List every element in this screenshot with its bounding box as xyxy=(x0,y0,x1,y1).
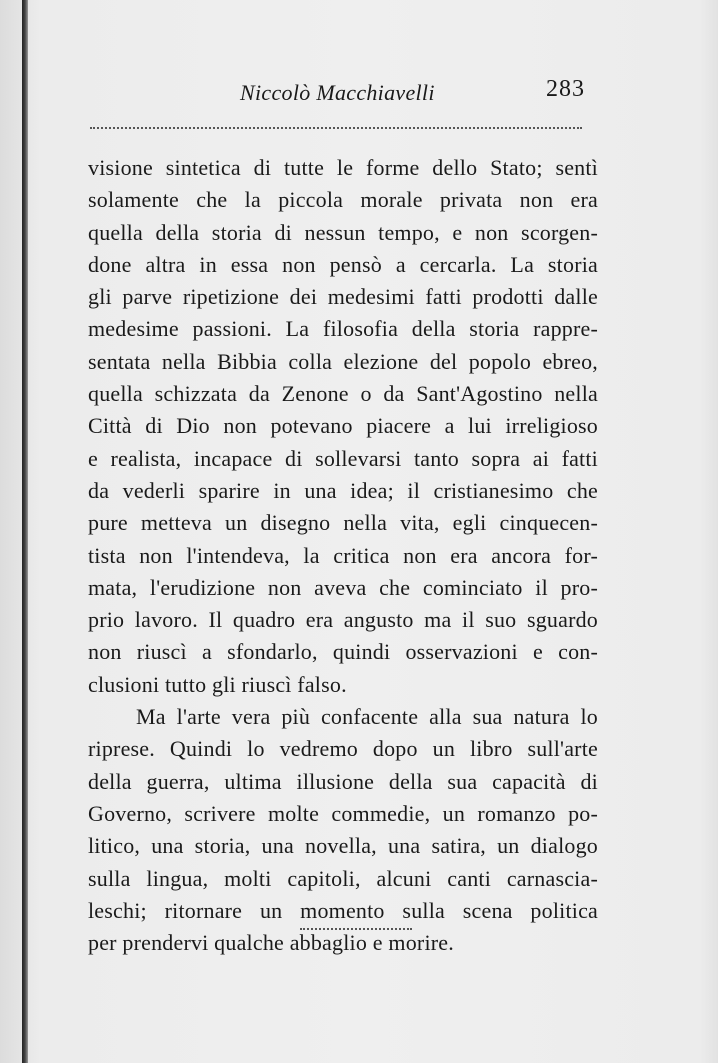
text-line: riprese. Quindi lo vedremo dopo un libro sull'arte xyxy=(88,736,598,762)
text-line: visione sintetica di tutte le forme dello Stato; sentì xyxy=(88,155,598,180)
text-line: clusioni tutto gli riuscì falso. xyxy=(88,671,347,697)
text-line: quella della storia di nessun tempo, e non scorgen- xyxy=(88,219,598,245)
text-line: pure metteva un disegno nella vita, egli cinquecen- xyxy=(88,510,598,536)
end-dotted-rule xyxy=(300,928,412,930)
running-title: Niccolò Macchiavelli xyxy=(240,80,435,105)
text-line: Ma l'arte vera più confacente alla sua natura lo xyxy=(136,704,598,730)
text-line: sentata nella Bibbia colla elezione del popolo ebreo, xyxy=(88,348,598,374)
header-dotted-rule xyxy=(90,127,582,129)
book-spine-shadow xyxy=(22,0,28,1063)
text-line: della guerra, ultima illusione della sua capacità di xyxy=(88,768,598,794)
text-line: da vederli sparire in una idea; il cristianesimo che xyxy=(88,477,598,503)
text-line: medesime passioni. La filosofia della storia rappre- xyxy=(88,316,598,342)
text-line: Città di Dio non potevano piacere a lui irreligioso xyxy=(88,413,598,439)
text-line: per prendervi qualche abbaglio e morire. xyxy=(88,930,454,956)
text-line: e realista, incapace di sollevarsi tanto sopra ai fatti xyxy=(88,445,598,471)
text-line: mata, l'erudizione non aveva che cominciato il pro- xyxy=(88,574,598,600)
text-line: non riuscì a sfondarlo, quindi osservazioni e con- xyxy=(88,639,598,665)
text-line: sulla lingua, molti capitoli, alcuni canti carnascia- xyxy=(88,865,598,891)
page-number: 283 xyxy=(546,76,585,102)
text-line: prio lavoro. Il quadro era angusto ma il suo sguardo xyxy=(88,607,598,633)
text-line: quella schizzata da Zenone o da Sant'Agostino nella xyxy=(88,381,598,407)
text-line: gli parve ripetizione dei medesimi fatti prodotti dalle xyxy=(88,284,598,310)
text-line: done altra in essa non pensò a cercarla. La storia xyxy=(88,251,598,277)
text-line: Governo, scrivere molte commedie, un romanzo po- xyxy=(88,800,598,826)
text-line: tista non l'intendeva, la critica non era ancora for- xyxy=(88,542,598,568)
running-head xyxy=(0,76,718,116)
text-line: solamente che la piccola morale privata non era xyxy=(88,187,598,213)
text-line: leschi; ritornare un momento sulla scena politica xyxy=(88,897,598,923)
text-line: litico, una storia, una novella, una satira, un dialogo xyxy=(88,833,598,859)
body-text xyxy=(88,152,598,959)
